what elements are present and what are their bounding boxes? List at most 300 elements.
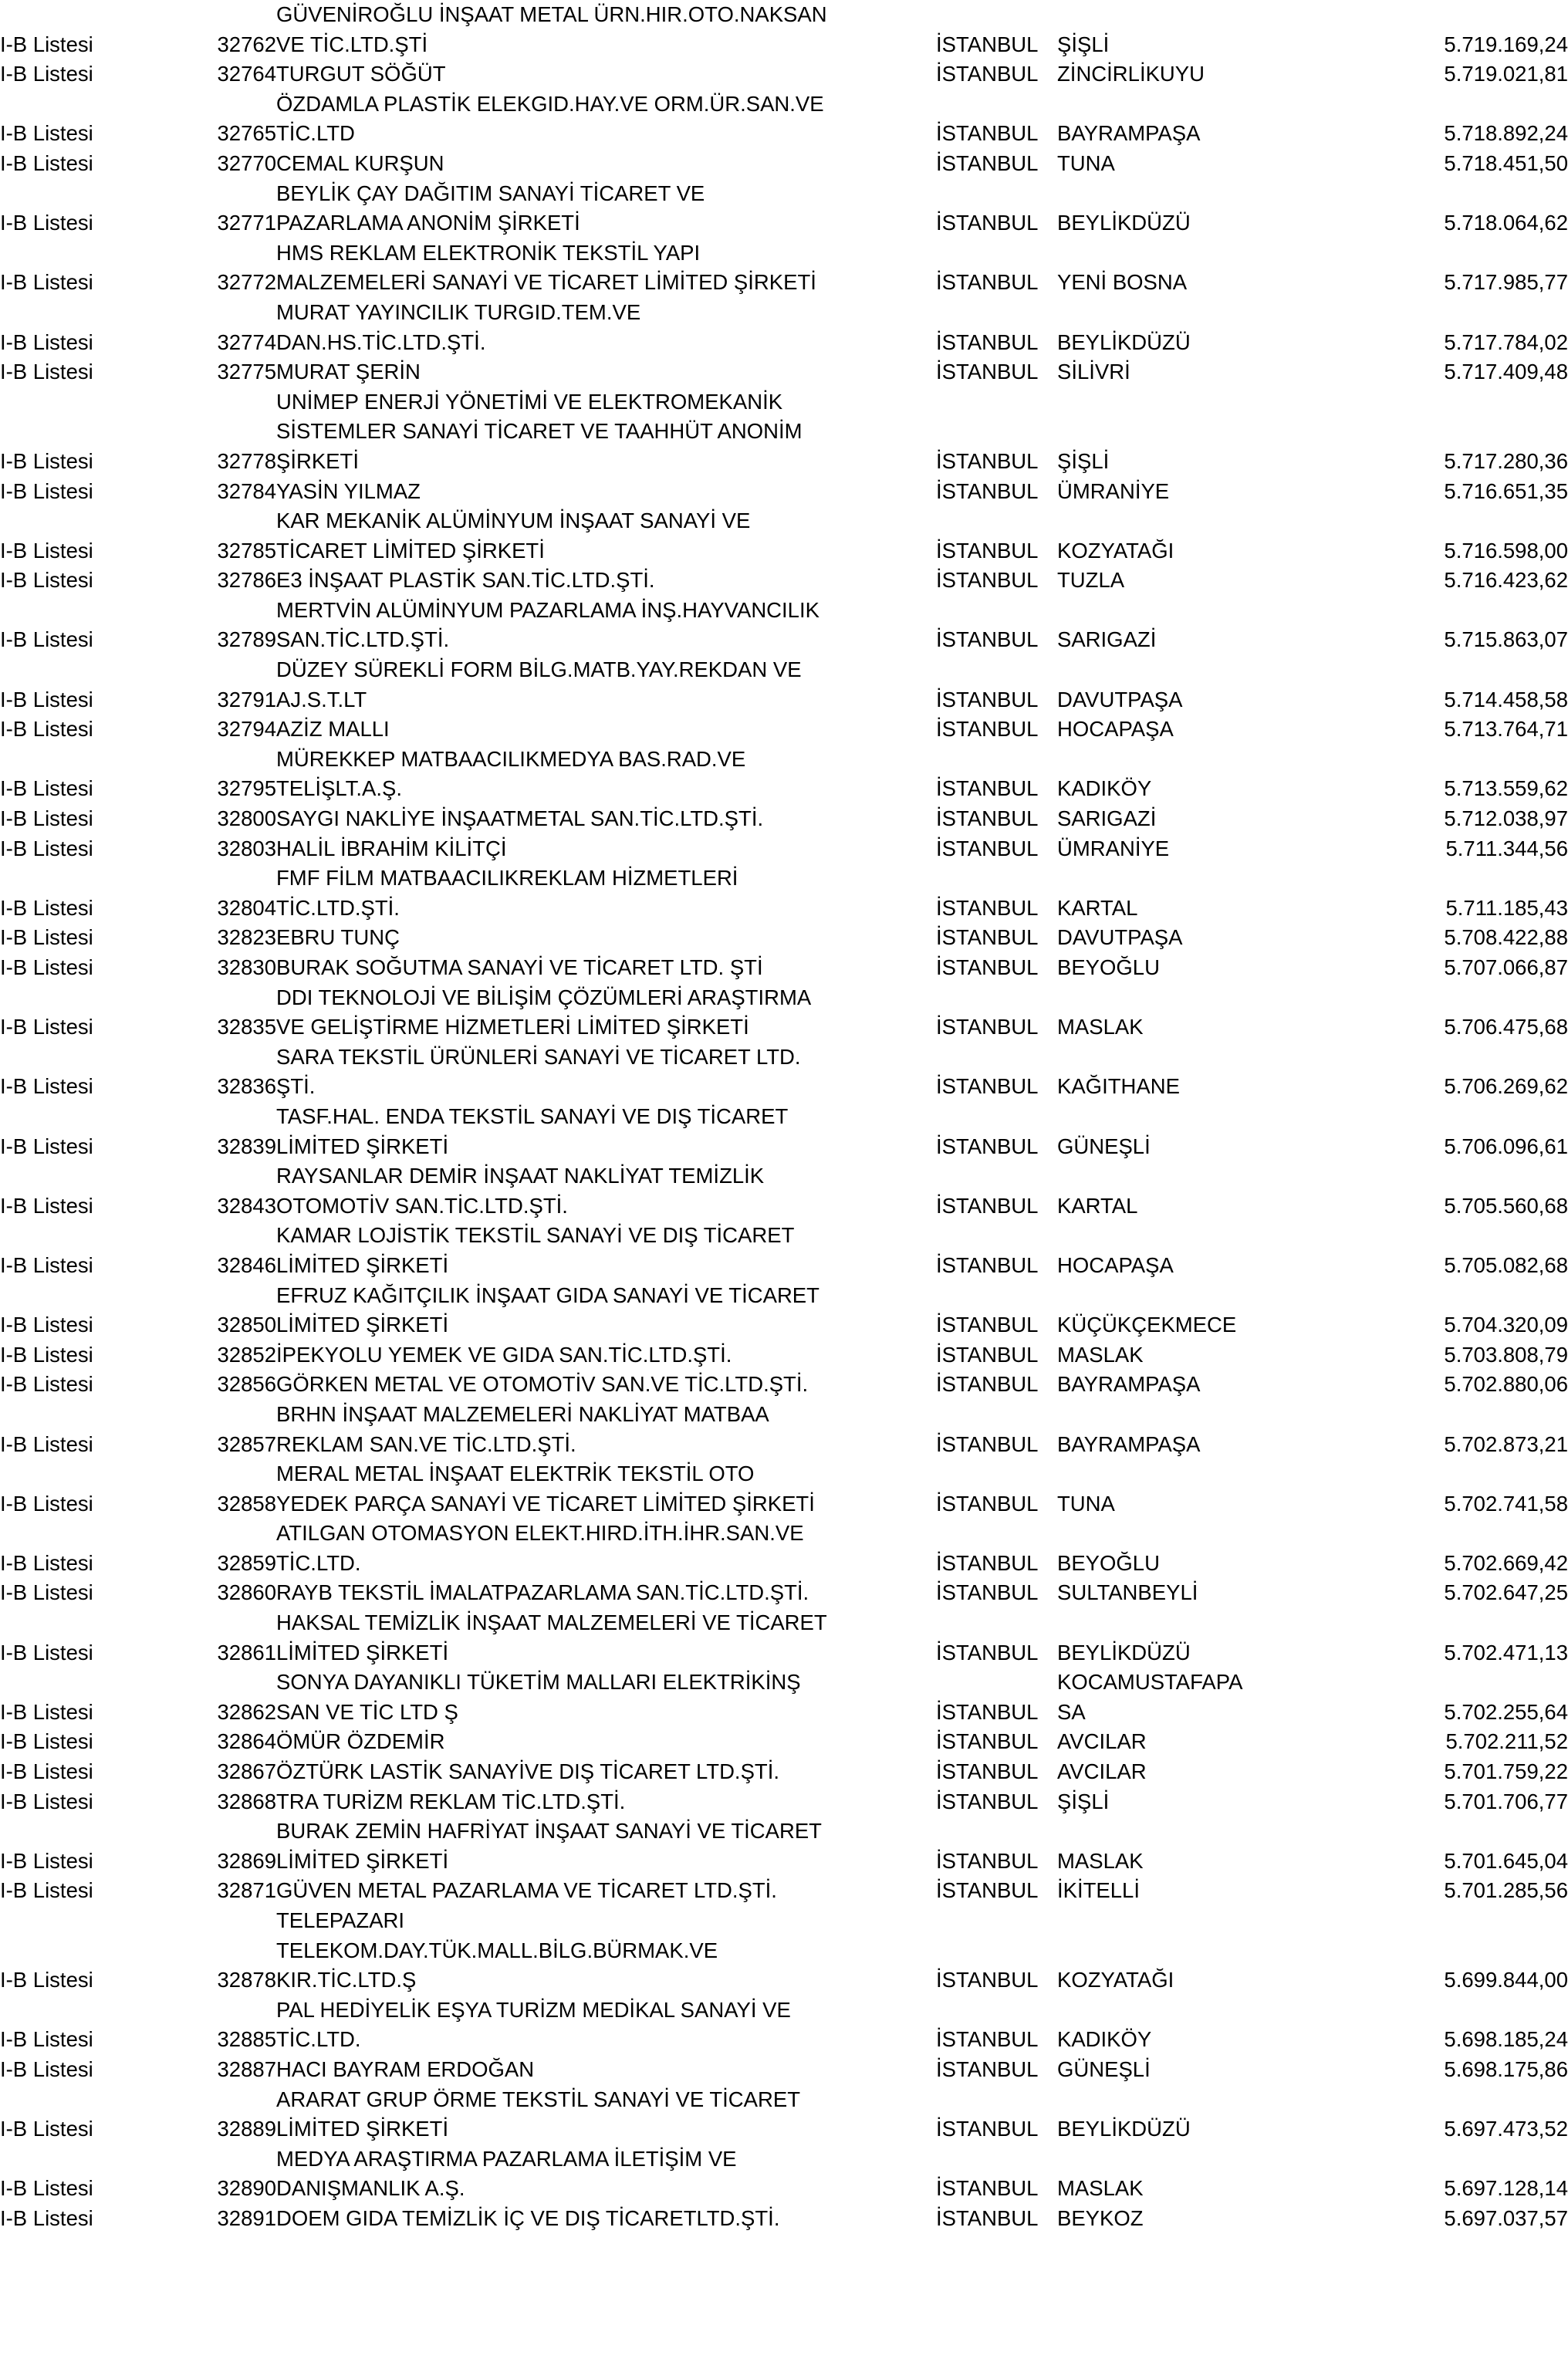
cell-amount: 5.704.320,09 [1444,1313,1568,1337]
cell-city: İSTANBUL [936,211,1039,235]
cell-sequence-number [131,1459,276,1489]
cell-sequence-number [131,1519,276,1549]
cell-sequence-number [131,1400,276,1430]
cell-sequence-number: 32835 [217,1015,276,1039]
cell-company-name: TASF.HAL. ENDA TEKSTİL SANAYİ VE DIŞ TİCARET [276,1103,789,1128]
cell-district [1057,417,1364,447]
cell-amount: 5.701.645,04 [1444,1848,1568,1873]
cell-district: TUNA [1057,150,1115,175]
cell-company-name: SARA TEKSTİL ÜRÜNLERİ SANAYİ VE TİCARET LTD. [276,1044,801,1069]
cell-city [936,745,1057,775]
cell-amount: 5.717.784,02 [1444,330,1568,354]
cell-list-label: I-B Listesi [0,836,93,860]
cell-list-label: I-B Listesi [0,1372,93,1397]
cell-sequence-number: 32861 [217,1640,276,1664]
table-row [0,1430,1568,1460]
cell-company-name: CEMAL KURŞUN [276,150,444,175]
cell-company-name: SAN.TİC.LTD.ŞTİ. [276,627,450,652]
cell-list-label [0,1102,131,1132]
cell-sequence-number [131,0,276,30]
cell-company-name: BEYLİK ÇAY DAĞITIM SANAYİ TİCARET VE [276,181,705,205]
cell-city: İSTANBUL [936,1193,1039,1218]
cell-amount: 5.697.473,52 [1444,2117,1568,2141]
cell-amount: 5.701.759,22 [1444,1759,1568,1784]
cell-company-name: YEDEK PARÇA SANAYİ VE TİCARET LİMİTED ŞİRKETİ [276,1491,815,1516]
cell-amount: 5.714.458,58 [1444,687,1568,711]
cell-city: İSTANBUL [936,687,1039,711]
table-row [0,894,1568,924]
cell-company-name: PAZARLAMA ANONİM ŞİRKETİ [276,211,580,235]
cell-list-label [0,1668,131,1698]
cell-list-label [0,655,131,685]
cell-city: İSTANBUL [936,1580,1039,1605]
cell-city: İSTANBUL [936,1699,1039,1724]
cell-amount: 5.698.175,86 [1444,2057,1568,2081]
table-row [0,1727,1568,1757]
table-row [0,1191,1568,1222]
cell-list-label: I-B Listesi [0,1789,93,1813]
table-row [0,1549,1568,1579]
cell-amount: 5.711.185,43 [1445,895,1568,920]
cell-city [936,0,1057,30]
cell-district: GÜNEŞLİ [1057,2057,1151,2081]
cell-district: YENİ BOSNA [1057,270,1188,295]
cell-amount [1364,1608,1568,1638]
cell-sequence-number: 32858 [217,1491,276,1516]
cell-amount [1364,238,1568,269]
cell-sequence-number: 32890 [217,2176,276,2201]
cell-list-label: I-B Listesi [0,1074,93,1099]
cell-city: İSTANBUL [936,2057,1039,2081]
cell-city: İSTANBUL [936,62,1039,86]
cell-amount: 5.697.128,14 [1444,2176,1568,2201]
cell-city [936,1459,1057,1489]
cell-sequence-number: 32778 [217,448,276,473]
cell-sequence-number: 32871 [217,1878,276,1903]
table-row-continuation [0,238,1568,269]
cell-city [936,1400,1057,1430]
cell-company-name: TELİŞLT.A.Ş. [276,776,403,801]
cell-list-label [0,387,131,417]
table-row-continuation [0,1519,1568,1549]
cell-list-label: I-B Listesi [0,1580,93,1605]
cell-district: MASLAK [1057,1848,1144,1873]
cell-amount [1364,90,1568,120]
table-row [0,1638,1568,1668]
cell-list-label: I-B Listesi [0,150,93,175]
table-row-continuation [0,1102,1568,1132]
cell-amount [1364,1400,1568,1430]
cell-district [1057,745,1364,775]
cell-amount: 5.716.598,00 [1444,538,1568,563]
cell-list-label: I-B Listesi [0,806,93,831]
cell-list-label: I-B Listesi [0,1878,93,1903]
cell-company-name: KAR MEKANİK ALÜMİNYUM İNŞAAT SANAYİ VE [276,509,751,533]
cell-district [1057,1161,1364,1191]
table-row [0,923,1568,953]
cell-city [936,506,1057,536]
cell-sequence-number: 32850 [217,1313,276,1337]
cell-district [1057,596,1364,626]
cell-list-label: I-B Listesi [0,478,93,503]
cell-city: İSTANBUL [936,270,1039,295]
cell-company-name: MURAT ŞERİN [276,360,421,384]
cell-district: KOCAMUSTAFAPA [1057,1670,1243,1695]
cell-district: HOCAPAŞA [1057,1252,1174,1277]
cell-list-label: I-B Listesi [0,1134,93,1158]
table-row [0,1370,1568,1400]
cell-city: İSTANBUL [936,1550,1039,1575]
cell-list-label [0,1459,131,1489]
cell-company-name: ŞİRKETİ [276,448,359,473]
table-row-continuation [0,1668,1568,1698]
cell-company-name: BURAK SOĞUTMA SANAYİ VE TİCARET LTD. ŞTİ [276,955,763,979]
cell-city [936,2144,1057,2175]
cell-district: ŞİŞLİ [1057,32,1110,56]
cell-company-name: HALİL İBRAHİM KİLİTÇİ [276,836,507,860]
cell-list-label: I-B Listesi [0,2205,93,2230]
cell-list-label [0,864,131,894]
cell-city [936,238,1057,269]
cell-amount [1364,655,1568,685]
table-row-continuation [0,1400,1568,1430]
cell-list-label: I-B Listesi [0,776,93,801]
cell-company-name: SONYA DAYANIKLI TÜKETİM MALLARI ELEKTRİKİNŞ [276,1670,801,1695]
cell-sequence-number: 32765 [217,121,276,146]
cell-city: İSTANBUL [936,1968,1039,1992]
cell-company-name: ŞTİ. [276,1074,316,1099]
cell-sequence-number: 32862 [217,1699,276,1724]
table-row [0,536,1568,566]
cell-sequence-number [131,179,276,209]
cell-list-label [0,1519,131,1549]
table-row [0,1489,1568,1519]
table-row-continuation [0,596,1568,626]
cell-list-label [0,1817,131,1847]
cell-list-label: I-B Listesi [0,1699,93,1724]
cell-amount [1364,1817,1568,1847]
cell-district [1057,1281,1364,1311]
cell-list-label: I-B Listesi [0,1342,93,1367]
cell-city: İSTANBUL [936,150,1039,175]
cell-company-name: AZİZ MALLI [276,717,390,742]
cell-city [936,864,1057,894]
cell-list-label: I-B Listesi [0,270,93,295]
cell-list-label: I-B Listesi [0,1759,93,1784]
cell-city: İSTANBUL [936,1313,1039,1337]
cell-sequence-number [131,90,276,120]
cell-sequence-number: 32784 [217,478,276,503]
table-row [0,2174,1568,2204]
cell-list-label: I-B Listesi [0,1491,93,1516]
cell-sequence-number: 32791 [217,687,276,711]
table-row [0,715,1568,745]
table-row [0,447,1568,477]
cell-list-label [0,90,131,120]
cell-district: KOZYATAĞI [1057,538,1174,563]
cell-sequence-number: 32864 [217,1729,276,1754]
cell-city: İSTANBUL [936,360,1039,384]
cell-list-label: I-B Listesi [0,1729,93,1754]
cell-city: İSTANBUL [936,1729,1039,1754]
cell-company-name: HACI BAYRAM ERDOĞAN [276,2057,535,2081]
cell-amount: 5.708.422,88 [1444,925,1568,950]
cell-district: TUNA [1057,1491,1115,1516]
cell-district [1057,1519,1364,1549]
cell-district: BEYLİKDÜZÜ [1057,330,1191,354]
cell-city: İSTANBUL [936,538,1039,563]
cell-sequence-number [131,2144,276,2175]
cell-list-label [0,298,131,328]
cell-company-name: HMS REKLAM ELEKTRONİK TEKSTİL YAPI [276,240,701,265]
table-row [0,1251,1568,1281]
cell-city: İSTANBUL [936,1789,1039,1813]
cell-sequence-number: 32868 [217,1789,276,1813]
cell-sequence-number: 32762 [217,32,276,56]
cell-district: BEYOĞLU [1057,955,1160,979]
table-row [0,1757,1568,1787]
cell-sequence-number: 32771 [217,211,276,235]
cell-sequence-number: 32800 [217,806,276,831]
cell-city: İSTANBUL [936,1074,1039,1099]
cell-city: İSTANBUL [936,1372,1039,1397]
cell-city: İSTANBUL [936,627,1039,652]
cell-company-name: EBRU TUNÇ [276,925,400,950]
cell-district: AVCILAR [1057,1759,1147,1784]
cell-district: AVCILAR [1057,1729,1147,1754]
cell-sequence-number [131,983,276,1013]
table-row-continuation [0,2085,1568,2115]
cell-list-label: I-B Listesi [0,568,93,593]
cell-amount [1364,1519,1568,1549]
cell-city [936,2085,1057,2115]
cell-district [1057,90,1364,120]
table-row [0,1698,1568,1728]
cell-list-label: I-B Listesi [0,211,93,235]
cell-sequence-number [131,1161,276,1191]
cell-amount: 5.718.064,62 [1444,211,1568,235]
cell-list-label: I-B Listesi [0,1550,93,1575]
table-row-continuation [0,298,1568,328]
table-row-continuation [0,387,1568,417]
cell-district: MASLAK [1057,2176,1144,2201]
table-row-continuation [0,864,1568,894]
cell-company-name: TURGUT SÖĞÜT [276,62,446,86]
cell-amount [1364,179,1568,209]
cell-list-label: I-B Listesi [0,32,93,56]
cell-list-label [0,983,131,1013]
cell-city [936,1221,1057,1251]
table-row-continuation [0,1459,1568,1489]
cell-district: BEYLİKDÜZÜ [1057,1640,1191,1664]
cell-company-name: ARARAT GRUP ÖRME TEKSTİL SANAYİ VE TİCARET [276,2087,801,2111]
cell-list-label [0,238,131,269]
cell-district: ÜMRANİYE [1057,836,1170,860]
cell-list-label: I-B Listesi [0,62,93,86]
cell-sequence-number [131,1817,276,1847]
cell-district: BEYKOZ [1057,2205,1144,2230]
cell-district: SARIGAZİ [1057,627,1157,652]
cell-list-label: I-B Listesi [0,2057,93,2081]
cell-company-name: DDI TEKNOLOJİ VE BİLİŞİM ÇÖZÜMLERİ ARAŞTIRMA [276,985,812,1009]
cell-city: İSTANBUL [936,32,1039,56]
cell-amount: 5.697.037,57 [1444,2205,1568,2230]
cell-district: BAYRAMPAŞA [1057,1431,1201,1456]
table-row-continuation [0,655,1568,685]
cell-city: İSTANBUL [936,895,1039,920]
cell-list-label: I-B Listesi [0,2117,93,2141]
cell-company-name: FMF FİLM MATBAACILIKREKLAM HİZMETLERİ [276,866,738,891]
cell-amount [1364,2144,1568,2175]
cell-list-label: I-B Listesi [0,330,93,354]
table-row [0,2055,1568,2085]
cell-sequence-number [131,655,276,685]
cell-district: TUZLA [1057,568,1125,593]
cell-district: BAYRAMPAŞA [1057,1372,1201,1397]
table-row-continuation [0,2144,1568,2175]
cell-list-label [0,1043,131,1073]
cell-sequence-number: 32891 [217,2205,276,2230]
cell-amount [1364,1043,1568,1073]
table-row [0,1012,1568,1043]
cell-district [1057,238,1364,269]
cell-sequence-number: 32786 [217,568,276,593]
cell-amount: 5.717.985,77 [1444,270,1568,295]
table-row [0,834,1568,864]
cell-city [936,1668,1057,1698]
cell-company-name: ÖZTÜRK LASTİK SANAYİVE DIŞ TİCARET LTD.ŞTİ. [276,1759,779,1784]
cell-city: İSTANBUL [936,448,1039,473]
cell-district [1057,387,1364,417]
cell-amount [1364,1459,1568,1489]
cell-list-label [0,1906,131,1936]
table-row-continuation [0,1221,1568,1251]
cell-company-name: TRA TURİZM REKLAM TİC.LTD.ŞTİ. [276,1789,626,1813]
cell-company-name: AJ.S.T.LT [276,687,367,711]
table-row-continuation [0,1936,1568,1966]
cell-sequence-number: 32795 [217,776,276,801]
cell-company-name: MALZEMELERİ SANAYİ VE TİCARET LİMİTED ŞİRKETİ [276,270,816,295]
cell-company-name: HAKSAL TEMİZLİK İNŞAAT MALZEMELERİ VE TİCARET [276,1610,827,1635]
table-row [0,1578,1568,1608]
cell-list-label [0,417,131,447]
table-row-continuation [0,179,1568,209]
cell-sequence-number [131,596,276,626]
cell-city: İSTANBUL [936,2027,1039,2052]
cell-sequence-number [131,387,276,417]
cell-amount: 5.713.559,62 [1444,776,1568,801]
cell-city: İSTANBUL [936,1134,1039,1158]
cell-district: BEYOĞLU [1057,1550,1160,1575]
cell-district: GÜNEŞLİ [1057,1134,1151,1158]
cell-city: İSTANBUL [936,1878,1039,1903]
cell-amount: 5.702.647,25 [1444,1580,1568,1605]
cell-city [936,1996,1057,2026]
table-row [0,2114,1568,2144]
cell-company-name: DAN.HS.TİC.LTD.ŞTİ. [276,330,486,354]
cell-amount [1364,745,1568,775]
cell-sequence-number [131,745,276,775]
table-row-continuation [0,1608,1568,1638]
table-row [0,1072,1568,1102]
cell-company-name: MERTVİN ALÜMİNYUM PAZARLAMA İNŞ.HAYVANCILIK [276,597,819,622]
table-row-continuation [0,90,1568,120]
cell-list-label [0,745,131,775]
cell-amount: 5.702.873,21 [1444,1431,1568,1456]
cell-amount [1364,983,1568,1013]
cell-company-name: GÜVENİROĞLU İNŞAAT METAL ÜRN.HIR.OTO.NAKSAN [276,2,827,26]
cell-sequence-number: 32867 [217,1759,276,1784]
cell-city [936,1608,1057,1638]
cell-company-name: SAYGI NAKLİYE İNŞAATMETAL SAN.TİC.LTD.ŞTİ. [276,806,764,831]
cell-company-name: MÜREKKEP MATBAACILIKMEDYA BAS.RAD.VE [276,746,746,771]
cell-city: İSTANBUL [936,955,1039,979]
cell-amount [1364,1996,1568,2026]
table-row-continuation [0,506,1568,536]
cell-district: SULTANBEYLİ [1057,1580,1198,1605]
cell-company-name: RAYB TEKSTİL İMALATPAZARLAMA SAN.TİC.LTD.ŞTİ. [276,1580,809,1605]
cell-district [1057,1817,1364,1847]
cell-list-label: I-B Listesi [0,538,93,563]
cell-list-label: I-B Listesi [0,1640,93,1664]
cell-district [1057,1608,1364,1638]
cell-amount: 5.705.082,68 [1444,1252,1568,1277]
cell-company-name: BURAK ZEMİN HAFRİYAT İNŞAAT SANAYİ VE TİCARET [276,1819,822,1844]
cell-district [1057,0,1364,30]
cell-company-name: TELEPAZARI [276,1908,405,1932]
cell-sequence-number [131,417,276,447]
cell-company-name: LİMİTED ŞİRKETİ [276,1252,449,1277]
table-row [0,2204,1568,2234]
cell-amount [1364,417,1568,447]
cell-company-name: DOEM GIDA TEMİZLİK İÇ VE DIŞ TİCARETLTD.ŞTİ. [276,2205,780,2230]
cell-amount: 5.706.096,61 [1444,1134,1568,1158]
cell-company-name: PAL HEDİYELİK EŞYA TURİZM MEDİKAL SANAYİ VE [276,1997,791,2022]
cell-sequence-number: 32764 [217,62,276,86]
cell-list-label [0,1281,131,1311]
cell-sequence-number: 32885 [217,2027,276,2052]
cell-amount: 5.702.741,58 [1444,1491,1568,1516]
table-row [0,268,1568,298]
cell-district [1057,983,1364,1013]
cell-district: SARIGAZİ [1057,806,1157,831]
cell-city: İSTANBUL [936,2176,1039,2201]
table-row [0,477,1568,507]
cell-company-name: SAN VE TİC LTD Ş [276,1699,458,1724]
cell-sequence-number [131,1996,276,2026]
cell-district [1057,2085,1364,2115]
cell-city: İSTANBUL [936,806,1039,831]
cell-sequence-number [131,298,276,328]
cell-list-label: I-B Listesi [0,2176,93,2201]
cell-sequence-number: 32803 [217,836,276,860]
cell-sequence-number: 32846 [217,1252,276,1277]
cell-district: KARTAL [1057,895,1138,920]
cell-company-name: E3 İNŞAAT PLASTİK SAN.TİC.LTD.ŞTİ. [276,568,655,593]
cell-company-name: ATILGAN OTOMASYON ELEKT.HIRD.İTH.İHR.SAN.VE [276,1521,804,1546]
table-row [0,1876,1568,1906]
cell-district: MASLAK [1057,1342,1144,1367]
cell-list-label [0,179,131,209]
cell-sequence-number: 32823 [217,925,276,950]
cell-sequence-number: 32859 [217,1550,276,1575]
cell-district: BEYLİKDÜZÜ [1057,211,1191,235]
cell-sequence-number [131,1936,276,1966]
cell-district: DAVUTPAŞA [1057,925,1183,950]
cell-city: İSTANBUL [936,1015,1039,1039]
cell-company-name: REKLAM SAN.VE TİC.LTD.ŞTİ. [276,1431,576,1456]
cell-list-label [0,0,131,30]
